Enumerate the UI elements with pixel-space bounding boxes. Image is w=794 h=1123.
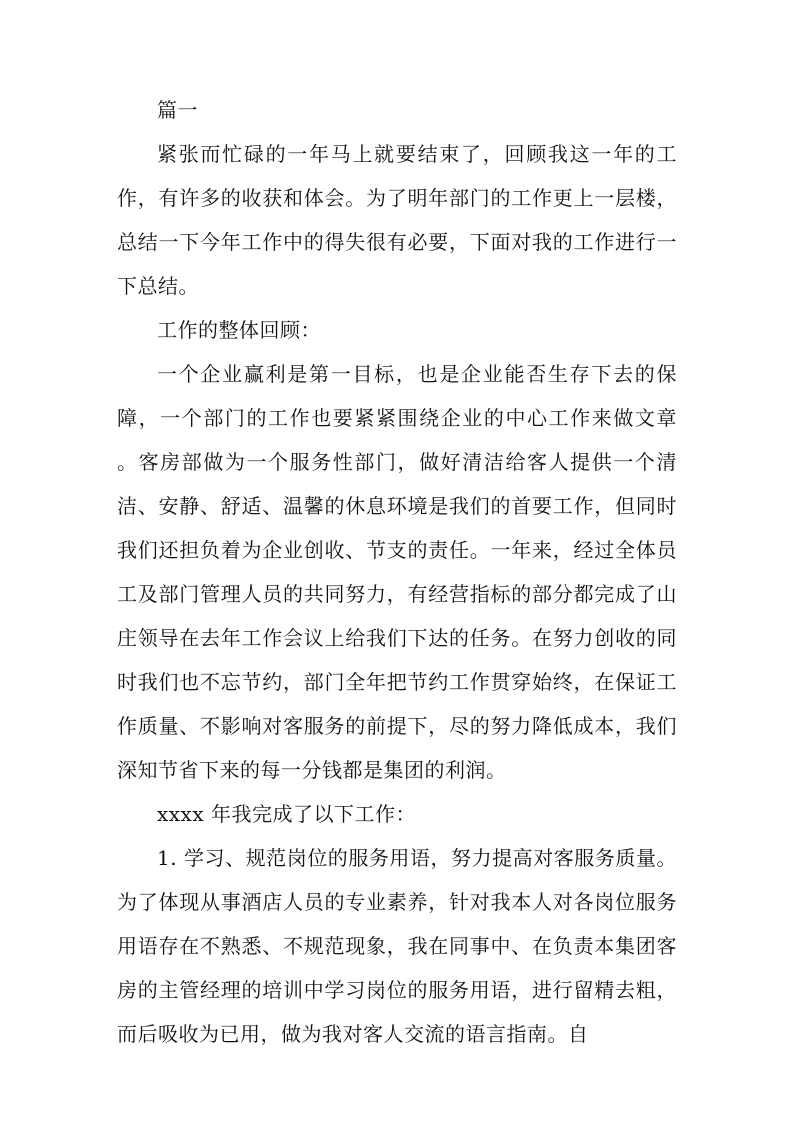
- paragraph-review-body: 一个企业赢利是第一目标，也是企业能否生存下去的保障，一个部门的工作也要紧紧围绕企业的中心工作来做文章 。客房部做为一个服务性部门，做好清洁给客人提供一个清洁、安静、舒适、温馨的休息环境是我们的首要工作，但同时我们还担负着为企业创收、节支的责任。一年来，经过全体员工及部门管理人员的共同努力，有经营指标的部分都完成了山庄领导在去年工作会议上给我们下达的任务。在努力创收的同时我们也不忘节约，部门全年把节约工作贯穿始终，在保证工作质量、不影响对客服务的前提下，尽的努力降低成本，我们深知节省下来的每一分钱都是集团的利润。: [117, 362, 677, 782]
- paragraph-review-heading: 工作的整体回顾：: [157, 318, 321, 342]
- paragraph-intro: 紧张而忙碌的一年马上就要结束了，回顾我这一年的工作，有许多的收获和体会。为了明年部门的工作更上一层楼，总结一下今年工作中的得失很有必要，下面对我的工作进行一下总结。: [117, 142, 677, 298]
- section-heading: 篇一: [157, 98, 198, 122]
- document-body: [117, 88, 677, 1056]
- paragraph-work-item-1: 1. 学习、规范岗位的服务用语，努力提高对客服务质量。为了体现从事酒店人员的专业素养，针对我本人对各岗位服务用语存在不熟悉、不规范现象，我在同事中、在负责本集团客房的主管经理的培训中学习岗位的服务用语，进行留精去粗，而后吸收为已用，做为我对客人交流的语言指南。自: [117, 846, 677, 1046]
- paragraph-work-heading: xxxx 年我完成了以下工作：: [157, 802, 416, 826]
